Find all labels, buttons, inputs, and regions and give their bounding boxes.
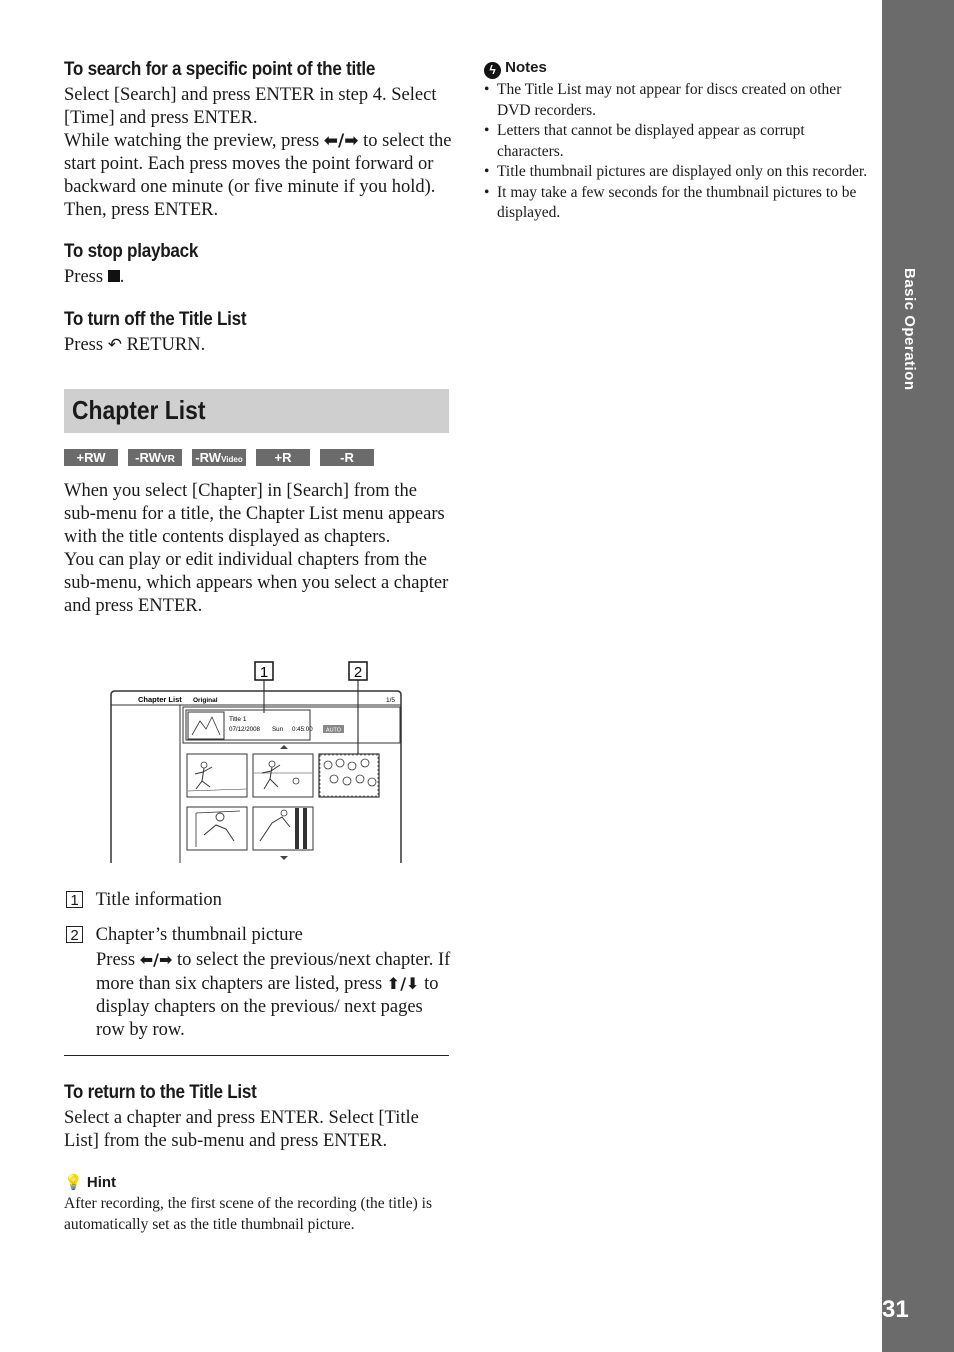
chapter-thumbnail — [319, 754, 379, 797]
notes-warning-icon: ϟ — [484, 62, 501, 79]
title-day: Sun — [272, 726, 284, 733]
chapter-list-banner — [64, 389, 449, 433]
badge-minus-r: -R — [320, 449, 374, 466]
heading-turnoff: To turn off the Title List — [64, 309, 247, 330]
section-sidebar — [882, 0, 954, 1352]
stop-icon — [108, 270, 120, 282]
note-item: • Letters that cannot be displayed appear as corrupt characters. — [484, 121, 869, 162]
badge-plus-rw: +RW — [64, 449, 118, 466]
chapter-list-screen — [100, 655, 420, 870]
title-thumbnail — [188, 712, 224, 739]
legend-item-2 — [66, 924, 303, 947]
return-text: Select a chapter and press ENTER. Select [Title List] from the sub-menu and press ENTER. — [64, 1108, 419, 1151]
note-item: • The Title List may not appear for discs created on other DVD recorders. — [484, 80, 869, 121]
page-number: 31 — [882, 1296, 909, 1323]
chapter-thumbnail — [253, 807, 313, 850]
notes-header — [484, 59, 547, 79]
stop-text: Press . — [64, 267, 125, 287]
callout-1-text: 1 — [259, 664, 269, 681]
legend-item-2-description: Press ⬅/➡ to select the previous/next chapter. If more than six chapters are listed, press ⬆/⬇ to display chapters on the previous/ next pages row by row. — [96, 950, 451, 1040]
notes-label: Notes — [505, 59, 547, 76]
legend-item-2-label: Chapter’s thumbnail picture — [95, 925, 303, 945]
callout-2-text: 2 — [353, 664, 363, 681]
screen-page-indicator: 1/5 — [386, 697, 396, 704]
up-down-arrows-icon: ⬆/⬇ — [386, 974, 420, 993]
hint-text: After recording, the first scene of the recording (the title) is automatically set as the title thumbnail picture. — [64, 1195, 432, 1233]
left-right-arrows-icon: ⬅/➡ — [323, 131, 359, 151]
heading-search: To search for a specific point of the title — [64, 59, 376, 80]
search-text — [64, 84, 454, 222]
heading-stop: To stop playback — [64, 241, 199, 262]
lightbulb-icon: 💡 — [64, 1173, 83, 1191]
chapter-para2: You can play or edit individual chapters from the sub-menu, which appears when you select a chapter and press ENTER. — [64, 550, 449, 616]
title-badge: AUTO — [325, 727, 342, 734]
search-para2: While watching the preview, press ⬅/➡ to select the start point. Each press moves the point forward or backward one minute (or five minute if you hold). Then, press ENTER. — [64, 131, 452, 220]
note-item: • It may take a few seconds for the thumbnail pictures to be displayed. — [484, 183, 869, 224]
badge-minus-rw-vr: -RWVR — [128, 449, 182, 466]
title-duration: 0:45:00 — [292, 726, 313, 733]
badge-plus-r: +R — [256, 449, 310, 466]
left-right-arrows-icon: ⬅/➡ — [139, 950, 173, 969]
section-label: Basic Operation — [901, 268, 918, 391]
legend-item-1-label: Title information — [95, 890, 222, 910]
turnoff-text: Press ↶ RETURN. — [64, 335, 206, 355]
legend-item-2-num: 2 — [66, 926, 83, 943]
section-divider — [64, 1055, 449, 1056]
legend-item-1-num: 1 — [66, 891, 83, 908]
heading-return: To return to the Title List — [64, 1082, 257, 1103]
return-icon: ↶ — [107, 335, 122, 355]
legend-item-1 — [66, 889, 222, 912]
note-item: • Title thumbnail pictures are displayed only on this recorder. — [484, 162, 869, 183]
title-name: Title 1 — [229, 716, 247, 723]
chapter-list-intro — [64, 480, 449, 618]
screen-header-sub: Original — [193, 697, 218, 704]
screen-header-title: Chapter List — [138, 695, 182, 704]
chapter-thumbnail — [187, 807, 247, 850]
chapter-list-title: Chapter List — [72, 395, 206, 425]
notes-list — [484, 80, 869, 224]
search-para1: Select [Search] and press ENTER in step 4. Select [Time] and press ENTER. — [64, 85, 437, 128]
chapter-thumbnail — [187, 754, 247, 797]
title-date: 07/12/2008 — [229, 726, 260, 733]
chapter-para1: When you select [Chapter] in [Search] from the sub-menu for a title, the Chapter List menu appears with the title contents displayed as chapters. — [64, 481, 445, 547]
hint-header — [64, 1173, 116, 1191]
hint-label: Hint — [86, 1174, 117, 1191]
chapter-thumbnail — [253, 754, 313, 797]
badge-minus-rw-video: -RWVideo — [192, 449, 246, 466]
